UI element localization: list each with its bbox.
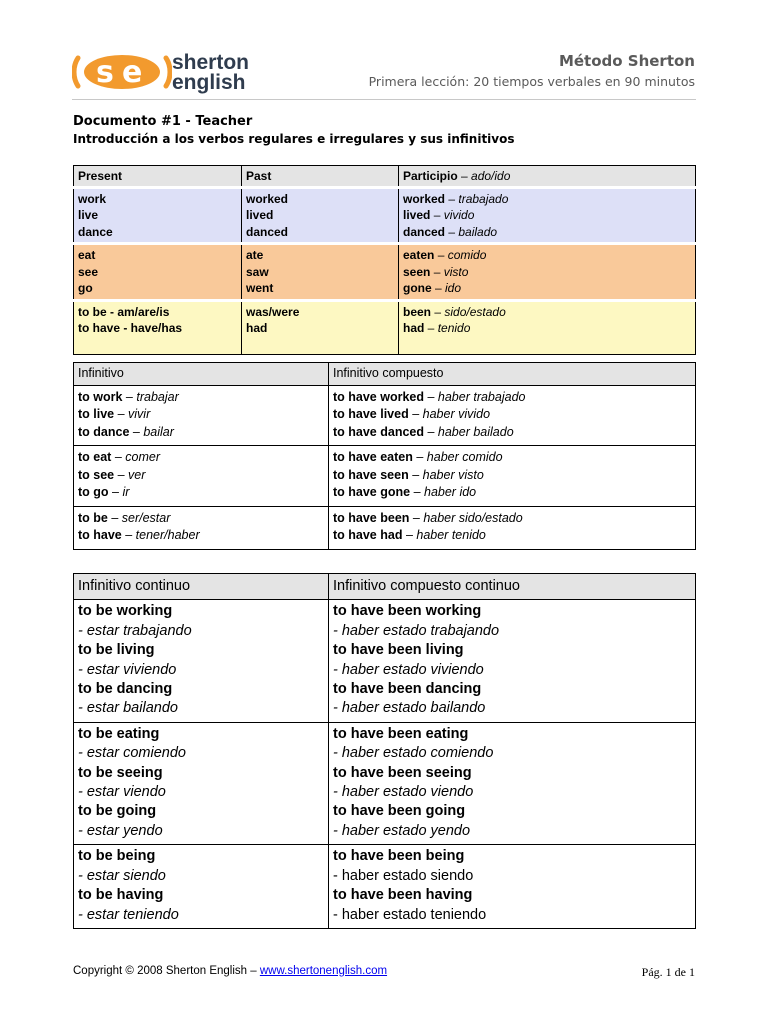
participle-form: danced [403, 224, 446, 239]
spanish-translation: trabajar [136, 389, 179, 404]
participle-form: eaten [403, 248, 435, 262]
spanish-continuous: - estar trabajando [78, 622, 192, 639]
english-infinitive: to have gone [333, 485, 411, 499]
spanish-continuous: - haber estado siendo [333, 867, 474, 884]
spanish-continuous: - estar viviendo [78, 661, 177, 678]
english-continuous: to be being [78, 848, 156, 865]
infinitive-line: to work – trabajar [78, 389, 179, 404]
past-form: danced [246, 224, 289, 239]
se-logo-icon [72, 50, 172, 94]
spanish-continuous: - haber estado viviendo [333, 661, 484, 678]
col-continuous-infinitive: Infinitivo continuo [74, 574, 329, 600]
logo-word-top: sherton [172, 51, 250, 74]
infinitive-line: to eat – comer [78, 450, 160, 464]
participle-line: had – tenido [403, 321, 471, 335]
table-header-row [74, 166, 696, 188]
spanish-continuous: - haber estado yendo [333, 822, 471, 839]
participle-form: been [403, 304, 432, 319]
infinitive-cell [74, 385, 329, 446]
col-compound-continuous-infinitive: Infinitivo compuesto continuo [329, 574, 696, 600]
english-continuous: to be living [78, 642, 155, 659]
present-form: eat [78, 248, 96, 262]
english-infinitive: to have danced [333, 424, 424, 439]
present-form: live [78, 208, 99, 222]
table-row [74, 385, 696, 446]
spanish-translation: haber trabajado [437, 389, 526, 404]
past-form: was/were [246, 304, 300, 319]
compound-continuous-cell [329, 722, 696, 844]
table-row [74, 600, 696, 722]
col-participle: Participio – ado/ido [399, 166, 696, 188]
svg-text:s: s [96, 55, 114, 90]
spanish-continuous: - estar siendo [78, 867, 166, 884]
col-past: Past [242, 166, 399, 188]
english-continuous: to have been having [333, 887, 473, 904]
participle-line: eaten – comido [403, 248, 487, 262]
english-infinitive: to be [78, 510, 108, 525]
spanish-translation: haber sido/estado [423, 510, 523, 525]
spanish-continuous: - estar viendo [78, 784, 166, 801]
spanish-translation: haber visto [422, 467, 484, 482]
past-form: went [246, 281, 274, 295]
document-title: Documento #1 - Teacher [73, 114, 253, 129]
infinitive-line: to have been – haber sido/estado [333, 510, 523, 525]
infinitive-line: to have seen – haber visto [333, 467, 484, 482]
regular-verbs-row [74, 187, 696, 244]
table-row [74, 845, 696, 929]
english-continuous: to have been working [333, 603, 482, 620]
infinitive-line: to have worked – haber trabajado [333, 389, 526, 404]
participle-line: danced – bailado [403, 224, 498, 239]
spanish-translation: ir [122, 485, 130, 499]
english-infinitive: to work [78, 389, 123, 404]
participle-form: gone [403, 281, 432, 295]
spanish-translation: haber bailado [437, 424, 514, 439]
participle-cell [399, 187, 696, 244]
compound-infinitive-cell [329, 446, 696, 507]
infinitive-line: to live – vivir [78, 407, 151, 421]
participle-translation: visto [443, 264, 469, 279]
page-number: Pág. 1 de 1 [641, 965, 695, 979]
infinitive-cell [74, 446, 329, 507]
participle-translation: comido [447, 248, 487, 262]
infinitive-line: to go – ir [78, 485, 130, 499]
english-continuous: to be seeing [78, 764, 163, 781]
english-continuous: to have been being [333, 848, 465, 865]
english-infinitive: to have seen [333, 467, 409, 482]
spanish-translation: tener/haber [135, 528, 200, 542]
header-right [369, 52, 695, 89]
irregular-verbs-row [74, 244, 696, 301]
lesson-subtitle: Primera lección: 20 tiempos verbales en 90 minutos [368, 74, 695, 89]
english-continuous: to have been dancing [333, 681, 482, 698]
table-row [74, 446, 696, 507]
svg-text:e: e [122, 55, 143, 90]
infinitive-line: to have danced – haber bailado [333, 424, 514, 439]
english-continuous: to have been going [333, 803, 466, 820]
participle-line: worked – trabajado [403, 191, 509, 206]
english-infinitive: to have [78, 528, 122, 542]
document-subtitle: Introducción a los verbos regulares e irregulares y sus infinitivos [73, 132, 515, 146]
compound-infinitive-cell [329, 385, 696, 446]
infinitive-line: to have had – haber tenido [333, 528, 486, 542]
table-header-row [74, 574, 696, 600]
past-cell [242, 244, 399, 301]
english-continuous: to be having [78, 887, 164, 904]
continuous-infinitive-cell [74, 600, 329, 722]
english-continuous: to be working [78, 603, 173, 620]
present-form: dance [78, 224, 113, 239]
col-compound-infinitive: Infinitivo compuesto [329, 363, 696, 386]
spanish-continuous: - haber estado comiendo [333, 745, 494, 762]
spanish-translation: ser/estar [121, 510, 171, 525]
infinitive-line: to have gone – haber ido [333, 485, 477, 499]
spanish-translation: haber vivido [422, 407, 491, 421]
spanish-translation: comer [125, 450, 160, 464]
english-infinitive: to have lived [333, 407, 409, 421]
english-infinitive: to eat [78, 450, 112, 464]
english-continuous: to be dancing [78, 681, 173, 698]
spanish-continuous: - haber estado teniendo [333, 906, 487, 923]
participle-line: been – sido/estado [403, 304, 506, 319]
english-infinitive: to have eaten [333, 450, 413, 464]
past-cell [242, 187, 399, 244]
website-link[interactable]: www.shertonenglish.com [259, 965, 388, 977]
english-infinitive: to live [78, 407, 115, 421]
participle-suffix: ado/ido [471, 169, 511, 183]
participle-form: seen [403, 264, 431, 279]
logo-word-bottom: english [172, 71, 246, 94]
footer-left [73, 965, 387, 977]
table-header-row [74, 363, 696, 386]
english-infinitive: to have been [333, 510, 410, 525]
sherton-english-logo [72, 50, 272, 94]
past-form: saw [246, 264, 269, 279]
spanish-continuous: - estar teniendo [78, 906, 179, 923]
present-form: to be - am/are/is [78, 304, 170, 319]
compound-continuous-cell [329, 845, 696, 929]
participle-cell [399, 300, 696, 354]
present-form: to have - have/has [78, 321, 183, 335]
past-form: had [246, 321, 268, 335]
english-infinitive: to see [78, 467, 115, 482]
participle-translation: sido/estado [444, 304, 506, 319]
infinitive-line: to have – tener/haber [78, 528, 200, 542]
english-infinitive: to dance [78, 424, 130, 439]
infinitive-table [73, 362, 696, 550]
participle-form: had [403, 321, 425, 335]
past-cell [242, 300, 399, 354]
participle-translation: ido [445, 281, 462, 295]
be-have-row [74, 300, 696, 354]
english-continuous: to have been seeing [333, 764, 472, 781]
english-continuous: to have been eating [333, 725, 469, 742]
verb-forms-table [73, 165, 696, 355]
participle-cell [399, 244, 696, 301]
present-form: go [78, 281, 93, 295]
table-row [74, 722, 696, 844]
participle-line: gone – ido [403, 281, 462, 295]
present-cell [74, 300, 242, 354]
english-continuous: to have been living [333, 642, 464, 659]
english-infinitive: to go [78, 485, 109, 499]
compound-continuous-cell [329, 600, 696, 722]
col-present: Present [74, 166, 242, 188]
participle-translation: bailado [458, 224, 498, 239]
continuous-infinitive-table [73, 573, 696, 929]
participle-form: worked [403, 191, 446, 206]
spanish-translation: vivir [128, 407, 151, 421]
present-form: work [78, 191, 107, 206]
spanish-continuous: - estar comiendo [78, 745, 186, 762]
english-continuous: to be eating [78, 725, 160, 742]
col-infinitive: Infinitivo [74, 363, 329, 386]
continuous-infinitive-cell [74, 845, 329, 929]
spanish-translation: haber ido [424, 485, 477, 499]
past-form: ate [246, 248, 264, 262]
infinitive-line: to see – ver [78, 467, 146, 482]
spanish-continuous: - haber estado bailando [333, 700, 486, 717]
spanish-continuous: - estar bailando [78, 700, 178, 717]
participle-label: Participio [403, 169, 458, 183]
table-row [74, 506, 696, 549]
past-form: worked [246, 191, 289, 206]
present-cell [74, 187, 242, 244]
spanish-translation: haber tenido [416, 528, 486, 542]
participle-line: lived – vivido [403, 208, 475, 222]
participle-translation: vivido [443, 208, 475, 222]
compound-infinitive-cell [329, 506, 696, 549]
participle-form: lived [403, 208, 431, 222]
spanish-continuous: - estar yendo [78, 822, 163, 839]
method-title: Método Sherton [558, 52, 695, 70]
present-cell [74, 244, 242, 301]
infinitive-line: to have lived – haber vivido [333, 407, 491, 421]
participle-translation: tenido [437, 321, 471, 335]
spanish-translation: haber comido [426, 450, 503, 464]
spanish-continuous: - haber estado viendo [333, 784, 474, 801]
infinitive-line: to have eaten – haber comido [333, 450, 503, 464]
participle-line: seen – visto [403, 264, 469, 279]
english-infinitive: to have worked [333, 389, 424, 404]
past-form: lived [246, 208, 274, 222]
present-form: see [78, 264, 99, 279]
copyright-text: Copyright © 2008 Sherton English – [73, 965, 257, 977]
header-divider [72, 99, 696, 100]
participle-translation: trabajado [458, 191, 509, 206]
infinitive-cell [74, 506, 329, 549]
infinitive-line: to be – ser/estar [78, 510, 171, 525]
spanish-translation: ver [128, 467, 146, 482]
spanish-translation: bailar [143, 424, 174, 439]
english-infinitive: to have had [333, 528, 403, 542]
continuous-infinitive-cell [74, 722, 329, 844]
spanish-continuous: - haber estado trabajando [333, 622, 500, 639]
infinitive-line: to dance – bailar [78, 424, 174, 439]
english-continuous: to be going [78, 803, 157, 820]
